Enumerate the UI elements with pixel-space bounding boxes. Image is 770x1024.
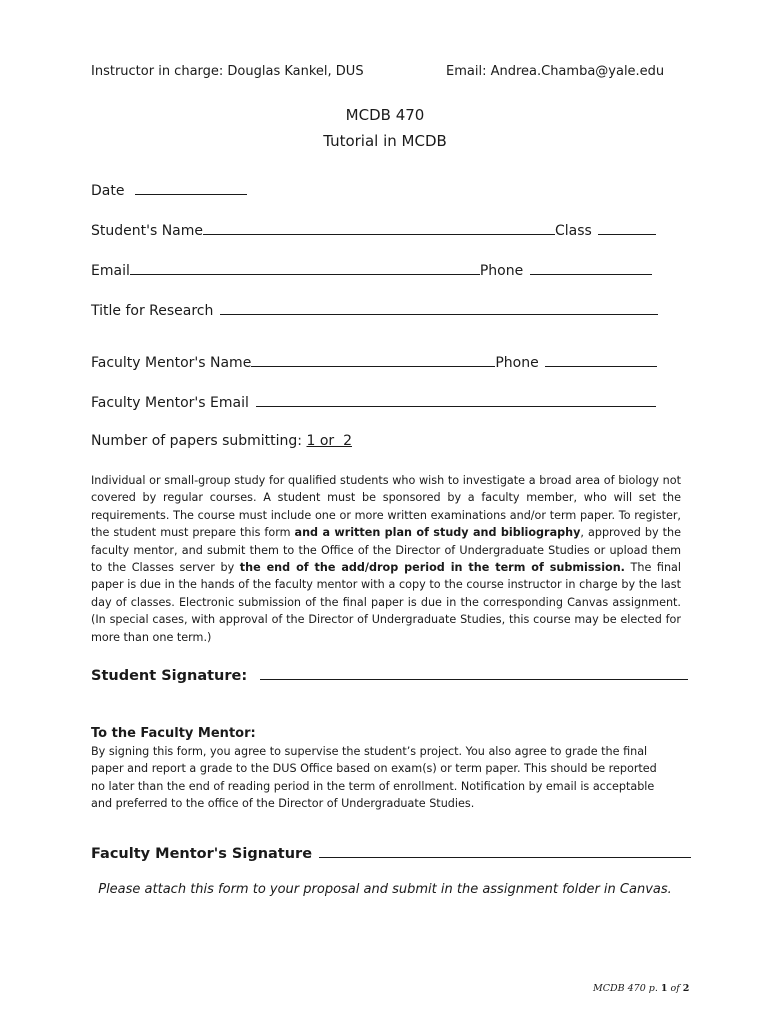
email-line: Email: Andrea.Chamba@yale.edu [446, 64, 665, 79]
papers-options[interactable]: 1 or 2 [306, 433, 352, 449]
date-input-line[interactable] [135, 180, 247, 195]
mentor-signature-line[interactable] [319, 843, 691, 858]
mentor-name-field [91, 352, 657, 371]
course-number: MCDB 470 [345, 106, 425, 124]
papers-label: Number of papers submitting: [91, 433, 303, 449]
description-bold-2: the end of the add/drop period in the term of submission. [239, 561, 625, 575]
papers-field [91, 433, 352, 449]
mentor-phone-input-line[interactable] [545, 352, 657, 367]
student-signature-field [91, 665, 688, 684]
attach-note: Please attach this form to your proposal and submit in the assignment folder in Canvas. [98, 882, 672, 897]
description-text-3: The final paper is due in the hands of the faculty mentor with a copy to the course instructor in charge by the last day of classes. Electronic submission of the final paper is due in the corresponding Canvas assignment. (In special cases, with approval of the Director of Undergraduate Studies, this course may be elected for more than one term.) [91, 561, 682, 644]
page-footer [593, 983, 689, 994]
student-name-input-line[interactable] [203, 220, 555, 235]
description-paragraph [91, 472, 681, 646]
footer-page-number: 1 [660, 983, 668, 994]
footer-total-pages: 2 [682, 983, 690, 994]
mentor-name-label: Faculty Mentor's Name [91, 355, 252, 371]
mentor-phone-label: Phone [495, 355, 539, 371]
student-signature-label: Student Signature: [91, 668, 248, 684]
footer-prefix: MCDB 470 p. [593, 983, 661, 994]
email-input-line[interactable] [130, 260, 480, 275]
mentor-heading: To the Faculty Mentor: [91, 726, 256, 741]
mentor-signature-label: Faculty Mentor's Signature [91, 846, 313, 862]
student-signature-line[interactable] [260, 665, 688, 680]
research-title-field [91, 300, 658, 319]
footer-of: of [667, 983, 683, 994]
class-label: Class [555, 223, 592, 239]
mentor-email-field [91, 392, 656, 411]
description-bold-1: and a written plan of study and bibliography [294, 526, 581, 540]
mentor-paragraph: By signing this form, you agree to supervise the student’s project. You also agree to grade the final paper and report a grade to the DUS Office based on exam(s) or term paper. This should be reported no later than the end of reading period in the term of enrollment. Notification by email is acceptable and preferred to the office of the Director of Undergraduate Studies. [91, 745, 657, 811]
instructor-line: Instructor in charge: Douglas Kankel, DUS [91, 64, 364, 79]
phone-input-line[interactable] [530, 260, 652, 275]
mentor-email-input-line[interactable] [256, 392, 656, 407]
date-label: Date [91, 183, 125, 199]
student-name-field [91, 220, 656, 239]
mentor-email-label: Faculty Mentor's Email [91, 395, 249, 411]
mentor-name-input-line[interactable] [251, 352, 495, 367]
phone-label: Phone [479, 263, 524, 279]
mentor-signature-field [91, 843, 691, 862]
research-title-input-line[interactable] [220, 300, 658, 315]
class-input-line[interactable] [598, 220, 656, 235]
student-name-label: Student's Name [91, 223, 204, 239]
research-title-label: Title for Research [91, 303, 214, 319]
student-email-field [91, 260, 652, 279]
email-label: Email [91, 263, 130, 279]
description-text-2: , approved by the faculty mentor, and submit them to the Office of the Director of Undergraduate Studies or upload them to the Classes server by [91, 526, 681, 575]
course-title: Tutorial in MCDB [323, 132, 447, 150]
description-text-1: Individual or small-group study for qualified students who wish to investigate a broad area of biology not covered by regular courses. A student must be sponsored by a faculty member, who will set the requirements. The course must include one or more written examinations and/or term paper. To register, the student must prepare this form [91, 474, 681, 540]
date-field [91, 180, 247, 199]
